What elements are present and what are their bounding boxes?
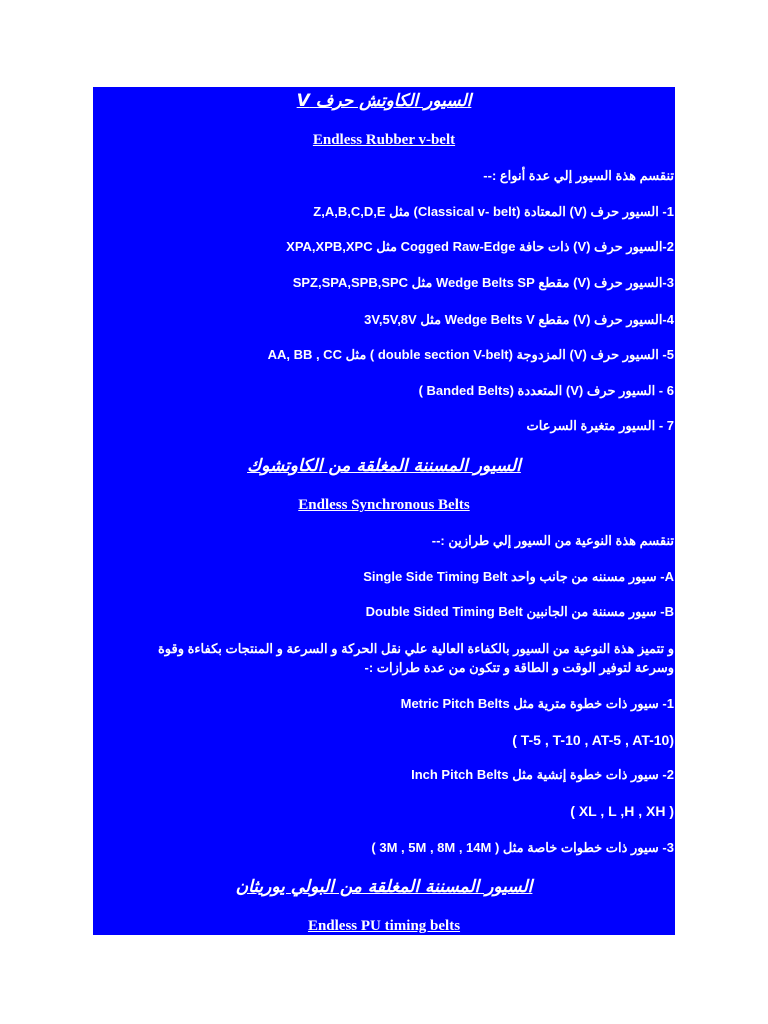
- section1-item-7: 7 - السيور متغيرة السرعات: [526, 418, 674, 433]
- section2-item-a: A- سيور مسننه من جانب واحد Single Side Timing Belt: [363, 569, 674, 584]
- section1-item-6: 6 - السيور حرف (V) المتعددة (Banded Belts ): [418, 383, 674, 398]
- section1-english-heading: Endless Rubber v-belt: [312, 132, 456, 148]
- section1-item-4: 4-السيور حرف (V) مقطع Wedge Belts V مثل 3V,5V,8V: [364, 312, 674, 327]
- section1-intro: تنقسم هذة السيور إلي عدة أنواع :--: [483, 168, 674, 183]
- section3-arabic-heading: السيور المسننة المغلقة من البولي يوريثان: [235, 877, 533, 897]
- pitch-item-metric: 1- سيور ذات خطوة مترية مثل Metric Pitch Belts: [400, 696, 674, 711]
- section2-intro: تنقسم هذة النوعية من السيور إلي طرازين :--: [431, 533, 674, 548]
- pitch-item-special: 3- سيور ذات خطوات خاصة مثل ( 3M , 5M , 8M , 14M ): [371, 840, 674, 855]
- section3-english-heading: Endless PU timing belts: [307, 918, 461, 934]
- section2-english-heading: Endless Synchronous Belts: [298, 497, 470, 513]
- section2-item-b: B- سيور مسننة من الجانبين Double Sided Timing Belt: [365, 604, 674, 619]
- section1-arabic-heading: السيور الكاوتش حرف V: [296, 91, 472, 111]
- pitch-item-metric-sizes: ( T-5 , T-10 , AT-5 , AT-10): [512, 732, 674, 748]
- pitch-item-inch-sizes: ( XL , L ,H , XH ): [570, 803, 674, 819]
- section2-paragraph-line1: و تتميز هذة النوعية من السيور بالكفاءة العالية علي نقل الحركة و السرعة و المنتجات بكفاءة وقوة: [157, 641, 674, 656]
- section1-item-5: 5- السيور حرف (V) المزدوجة (double section V-belt ) مثل AA, BB , CC: [267, 347, 674, 362]
- section2-paragraph: [112, 639, 674, 677]
- section1-item-3: 3-السيور حرف (V) مقطع Wedge Belts SP مثل SPZ,SPA,SPB,SPC: [292, 275, 674, 290]
- section2-paragraph-line2: وسرعة لتوفير الوقت و الطاقة و تتكون من عدة طرازات :-: [364, 660, 674, 675]
- section1-item-2: 2-السيور حرف (V) ذات حافة Cogged Raw-Edge مثل XPA,XPB,XPC: [286, 239, 674, 254]
- section1-item-1: 1- السيور حرف (V) المعتادة (Classical v- belt) مثل Z,A,B,C,D,E: [313, 204, 674, 219]
- pitch-item-inch: 2- سيور ذات خطوة إنشية مثل Inch Pitch Belts: [411, 767, 674, 782]
- section2-arabic-heading: السيور المسننة المغلقة من الكاوتشوك: [247, 456, 521, 476]
